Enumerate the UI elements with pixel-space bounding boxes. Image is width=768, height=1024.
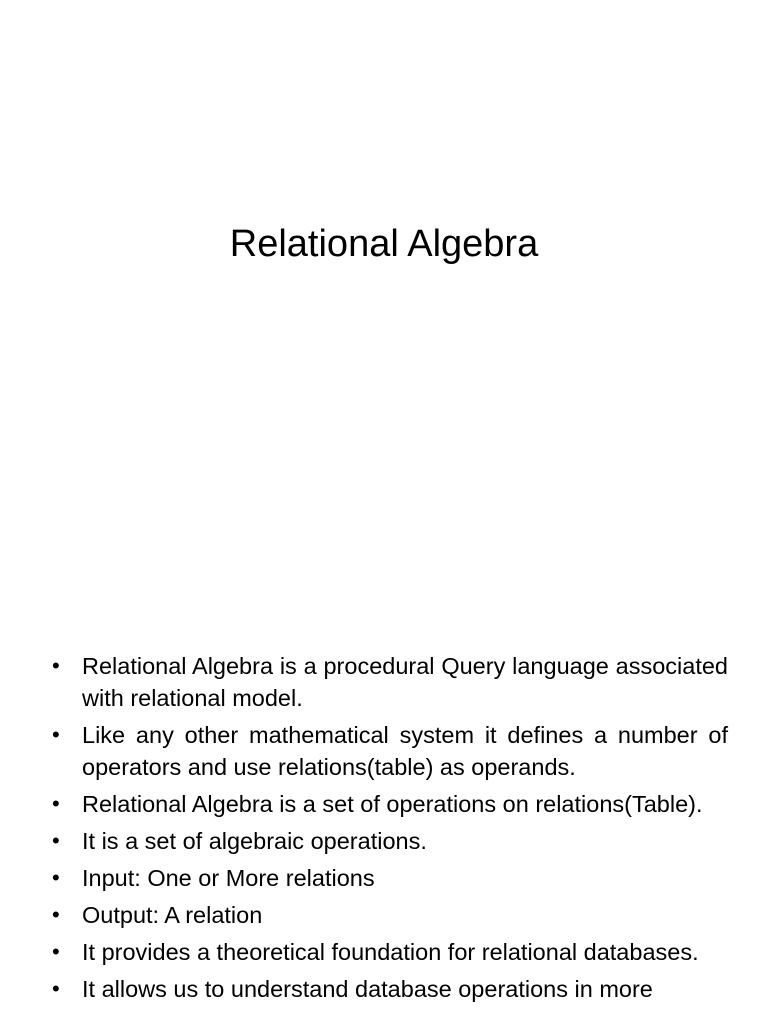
bullet-icon: • <box>52 722 60 747</box>
list-item <box>52 719 728 783</box>
bullet-icon: • <box>52 976 60 1001</box>
bullet-text: It is a set of algebraic operations. <box>82 828 427 854</box>
list-item <box>52 973 728 1005</box>
bullet-icon: • <box>52 653 60 678</box>
bullet-text: It provides a theoretical foundation for relational databases. <box>82 939 699 965</box>
list-item <box>52 825 728 857</box>
slide-title: Relational Algebra <box>229 223 539 265</box>
list-item <box>52 788 728 820</box>
bullet-text: Output: A relation <box>82 902 263 928</box>
bullet-text: Relational Algebra is a procedural Query language associated with relational model. <box>82 653 728 711</box>
bullet-icon: • <box>52 902 60 927</box>
bullet-list <box>52 650 728 1010</box>
list-item <box>52 650 728 714</box>
bullet-text: Input: One or More relations <box>82 865 375 891</box>
bullet-icon: • <box>52 865 60 890</box>
bullet-text: It allows us to understand database operations in more <box>82 976 653 1002</box>
bullet-text: Like any other mathematical system it defines a number of operators and use relations(table) as operands. <box>82 722 728 780</box>
list-item <box>52 862 728 894</box>
list-item <box>52 899 728 931</box>
bullet-icon: • <box>52 791 60 816</box>
bullet-icon: • <box>52 828 60 853</box>
list-item <box>52 936 728 968</box>
bullet-icon: • <box>52 939 60 964</box>
bullet-text: Relational Algebra is a set of operations on relations(Table). <box>82 791 703 817</box>
